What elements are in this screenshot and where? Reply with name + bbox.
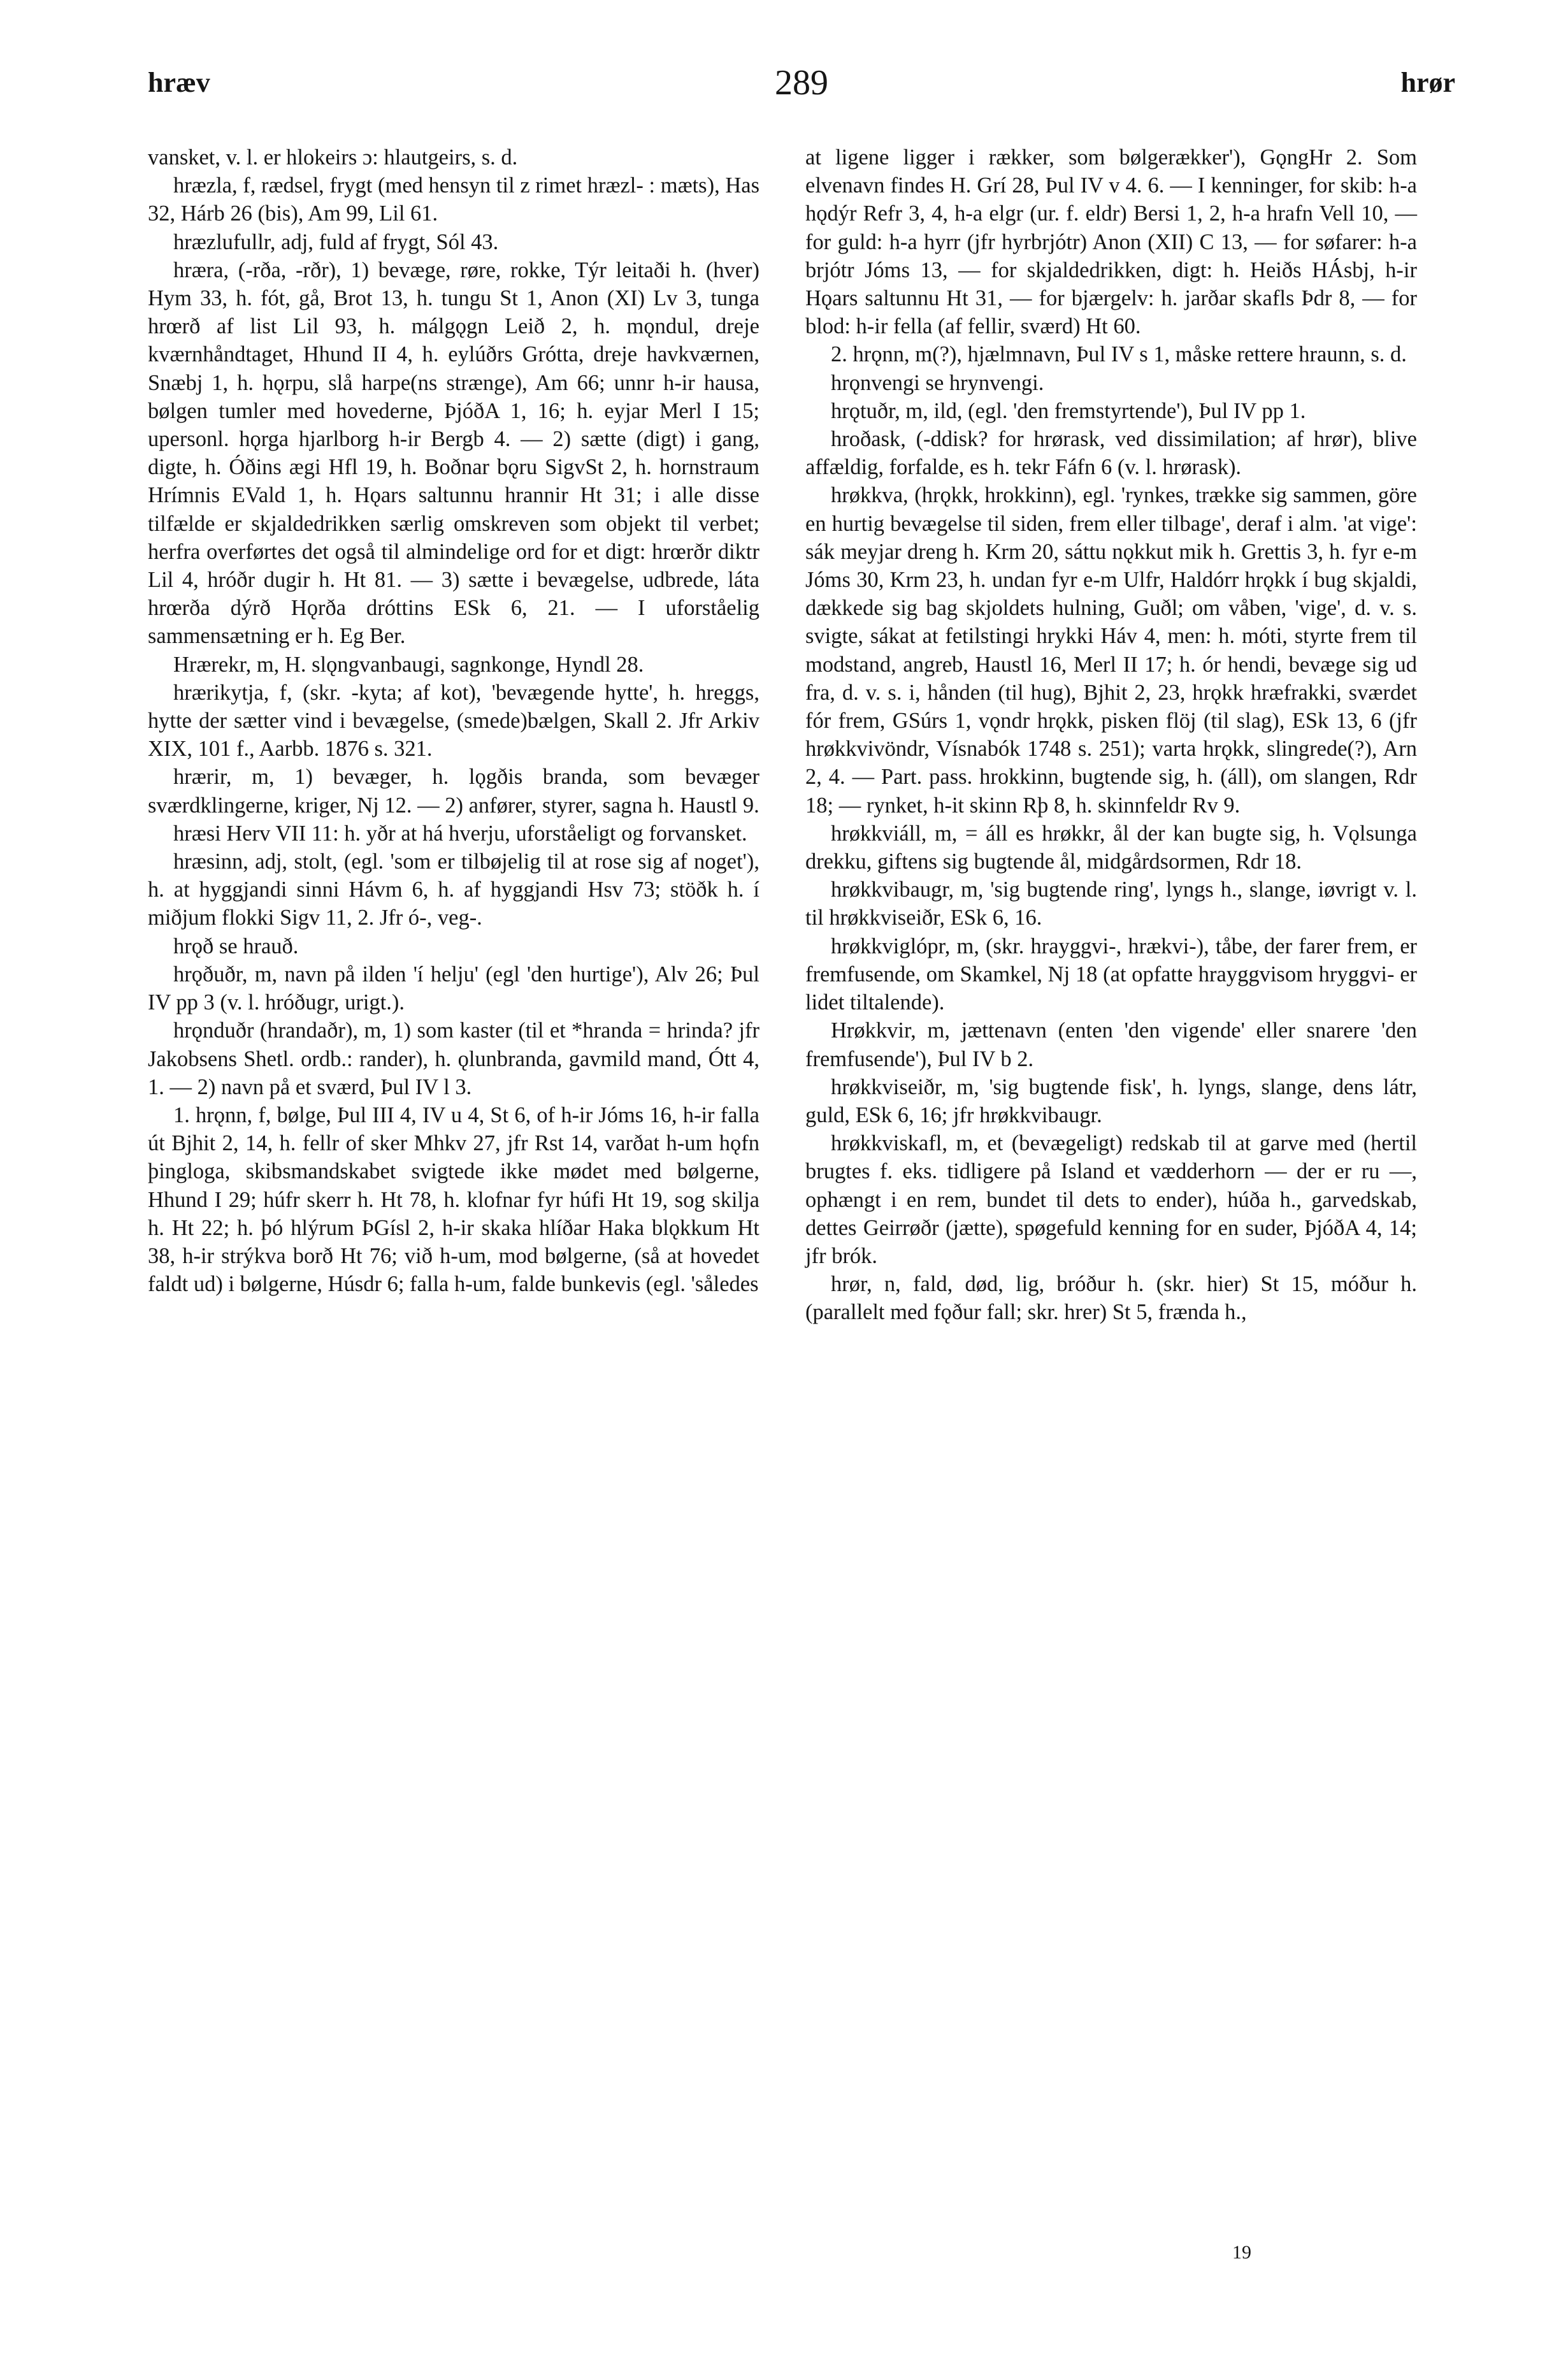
entry-hraera: hræra, (-rða, -rðr), 1) bevæge, røre, rokke, Týr leitaði h. (hver) Hym 33, h. fót, gå, Brot 13, h. tungu St 1, Anon (XI) Lv 3, tunga hrœrð af list Lil 93, h. málgǫgn Leið 2, h. mǫndul, dreje kværnhåndtaget, Hhund II 4, h. eylúðrs Grótta, dreje havkværnen, Snæbj 1, h. hǫrpu, slå harpe(ns strænge), Am 66; unnr h-ir hausa, bølgen tumler med hovederne, ÞjóðA 1, 16; h. eyjar Merl I 15; upersonl. hǫrga hjarlborg h-ir Bergb 4. — 2) sætte (digt) i gang, digte, h. Óðins ægi Hfl 19, h. Boðnar bǫru SigvSt 2, h. hornstraum Hrímnis EVald 1, h. Hǫars saltunnu hrannir Ht 31; i alle disse tilfælde er skjaldedrikken særlig omskreven som objekt til verbet; herfra overførtes det også til almindelige ord for et digt: hrœrðr diktr Lil 4, hróðr dugir h. Ht 81. — 3) sætte i bevægelse, udbrede, láta hrœrða dýrð Hǫrða dróttins ESk 6, 21. — I uforståelig sammensætning er h. Eg Ber. [148,257,759,649]
entry-hraezla: hræzla, f, rædsel, frygt (med hensyn til z rimet hræzl- : mæts), Has 32, Hárb 26 (bis), Am 99, Lil 61. [148,173,759,226]
right-guide-word: hrør [1400,67,1455,98]
entry-hrodudr: hrǫðuðr, m, navn på ilden 'í helju' (egl 'den hurtige'), Alv 26; Þul IV pp 3 (v. l. hróðugr, urigt.). [148,962,759,1015]
page-number: 289 [775,63,828,103]
entry-hraezlufullr: hræzlufullr, adj, fuld af frygt, Sól 43. [173,229,499,254]
entry-hraesi: hræsi Herv VII 11: h. yðr at há hverju, uforståeligt og forvansket. [173,821,747,846]
entry-hraerekr: Hrærekr, m, H. slǫngvanbaugi, sagnkonge, Hyndl 28. [173,652,644,677]
entry-hrotudr: hrǫtuðr, m, ild, (egl. 'den fremstyrtende'), Þul IV pp 1. [831,398,1306,423]
page-header [148,64,1455,115]
entry-hrokkva: hrøkkva, (hrǫkk, hrokkinn), egl. 'rynkes, trække sig sammen, göre en hurtig bevægelse til siden, frem eller tilbage', deraf i alm. 'at vige': sák meyjar dreng h. Krm 20, sáttu nǫkkut mik h. Grettis 3, h. fyr e-m Jóms 30, Krm 23, h. undan fyr e-m Ulfr, Haldórr hrǫkk í bug skjaldi, dækkede sig bag skjoldets hulning, Guðl; om våben, 'vige', d. v. s. svigte, sákat at fetilstingi hrykki Háv 4, men: h. móti, styrte frem til modstand, angreb, Haustl 16, Merl II 17; h. ór hendi, bevæge sig ud fra, d. v. s. i, hånden (til hug), Bjhit 2, 23, hrǫkk hræfrakki, sværdet fór frem, GSúrs 1, vǫndr hrǫkk, pisken flöj (til slag), ESk 13, 6 (jfr hrøkkvivöndr, Vísnabók 1748 s. 251); varta hrǫkk, slingrede(?), Arn 2, 4. — Part. pass. hrokkinn, bugtende sig, h. (áll), om slangen, Rdr 18; — rynket, h-it skinn Rþ 8, h. skinnfeldr Rv 9. [805,483,1417,818]
entry-hraerir: hrærir, m, 1) bevæger, h. lǫgðis branda, som bevæger sværdklingerne, kriger, Nj 12. — 2) anfører, styrer, sagna h. Haustl 9. [148,765,759,818]
signature-mark: 19 [1232,2242,1251,2263]
entry-hrokkviskafl: hrøkkviskafl, m, et (bevægeligt) redskab til at garve med (hertil brugtes f. eks. tidligere på Island et vædderhorn — der er ru —, ophængt i en rem, bundet til dets to ender), húða h., garvedskab, dettes Geirrøðr (jætte), spøgefuld kenning for en suder, ÞjóðA 4, 14; jfr brók. [805,1131,1417,1268]
entry-hrod: hrǫð se hrauð. [173,934,299,958]
entry-hrokkvir: Hrøkkvir, m, jættenavn (enten 'den vigende' eller snarere 'den fremfusende'), Þul IV b 2. [805,1018,1417,1071]
right-column [805,143,1417,1327]
entry-continuation: vansket, v. l. er hlokeirs ɔ: hlautgeirs, s. d. [148,145,518,170]
entry-hrodask: hroðask, (-ddisk? for hrørask, ved dissimilation; af hrør), blive affældig, forfalde, es h. tekr Fáfn 6 (v. l. hrørask). [805,427,1417,480]
left-guide-word: hræv [148,67,210,98]
entry-hronn-1: 1. hrǫnn, f, bølge, Þul III 4, IV u 4, St 6, of h-ir Jóms 16, h-ir falla út Bjhit 2, 14, h. fellr of sker Mhkv 27, jfr Rst 14, varðat h-um hǫfn þingloga, skibsmandskabet svigtede ikke mødet med bølgerne, Hhund I 29; húfr skerr h. Ht 78, h. klofnar fyr húfi Ht 19, sog skilja h. Ht 22; h. þó hlýrum ÞGísl 2, h-ir skaka hlíðar Haka blǫkkum Ht 38, h-ir strýkva borð Ht 76; við h-um, mod bølgerne, (så at hovedet faldt ud) i bølgerne, Húsdr 6; falla h-um, falde bunkevis (egl. 'således [148,1102,759,1297]
entry-hror: hrør, n, fald, død, lig, bróður h. (skr. hier) St 15, móður h. (parallelt med fǫður fall; skr. hrer) St 5, frænda h., [805,1272,1417,1325]
entry-hraerikytja: hrærikytja, f, (skr. -kyta; af kot), 'bevægende hytte', h. hreggs, hytte der sætter vind i bevægelse, (smede)bælgen, Skall 2. Jfr Arkiv XIX, 101 f., Aarbb. 1876 s. 321. [148,680,759,762]
entry-hronvengi: hrǫnvengi se hrynvengi. [831,370,1044,395]
entry-hronn-2: 2. hrǫnn, m(?), hjælmnavn, Þul IV s 1, måske rettere hraunn, s. d. [831,342,1407,367]
entry-hrondudr: hrǫnduðr (hrandaðr), m, 1) som kaster (til et *hranda = hrinda? jfr Jakobsens Shetl. ordb.: rander), h. ǫlunbranda, gavmild mand, Ótt 4, 1. — 2) navn på et sværd, Þul IV l 3. [148,1018,759,1099]
entry-hrokkviseidr: hrøkkviseiðr, m, 'sig bugtende fisk', h. lyngs, slange, dens látr, guld, ESk 6, 16; jfr hrøkkvibaugr. [805,1074,1417,1127]
entry-continuation: at ligene ligger i rækker, som bølgerækker'), GǫngHr 2. Som elvenavn findes H. Grí 28, Þul IV v 4. 6. — I kenninger, for skib: h-a hǫdýr Refr 3, 4, h-a elgr (ur. f. eldr) Bersi 1, 2, h-a hrafn Vell 10, — for guld: h-a hyrr (jfr hyrbrjótr) Anon (XII) C 13, — for søfarer: h-a brjótr Jóms 13, — for skjaldedrikken, digt: h. Heiðs HÁsbj, h-ir Hǫars saltunnu Ht 31, — for bjærgelv: h. jarðar skafls Þdr 8, — for blod: h-ir fella (af fellir, sværd) Ht 60. [805,145,1417,339]
entry-hraesinn: hræsinn, adj, stolt, (egl. 'som er tilbøjelig til at rose sig af noget'), h. at hyggjandi sinni Hávm 6, h. af hyggjandi Hsv 73; stöðk h. í miðjum flokki Sigv 11, 2. Jfr ó-, veg-. [148,849,759,930]
left-column [148,143,759,1298]
entry-hrokkviglopr: hrøkkviglópr, m, (skr. hrayggvi-, hrækvi-), tåbe, der farer frem, er fremfusende, om Skamkel, Nj 18 (at opfatte hrayggvisom hryggvi- er lidet tiltalende). [805,934,1417,1015]
entry-hrokkvibaugr: hrøkkvibaugr, m, 'sig bugtende ring', lyngs h., slange, iøvrigt v. l. til hrøkkviseiðr, ESk 6, 16. [805,877,1417,930]
entry-hrokkviall: hrøkkviáll, m, = áll es hrøkkr, ål der kan bugte sig, h. Vǫlsunga drekku, giftens sig bugtende ål, midgårdsormen, Rdr 18. [805,821,1417,874]
